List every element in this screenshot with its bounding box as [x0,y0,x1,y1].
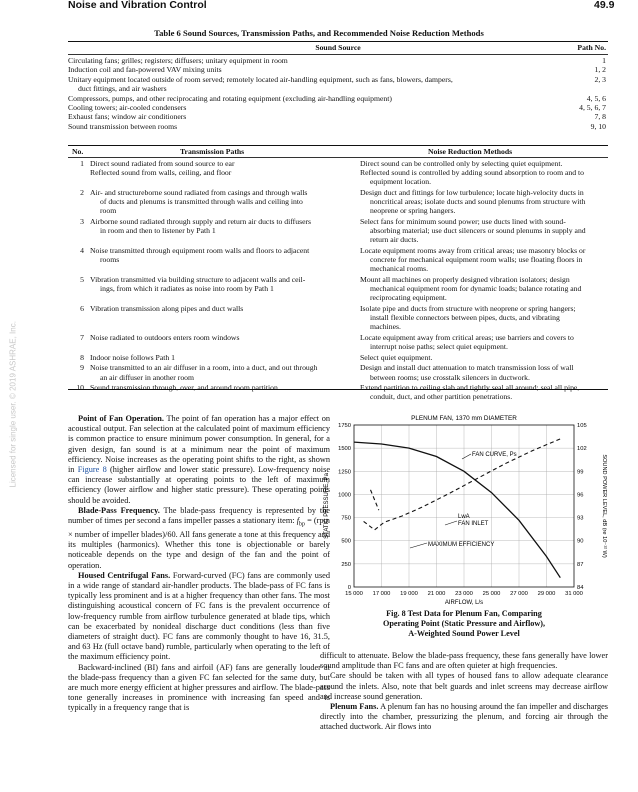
leader-line-fan-curve [462,454,471,459]
cell-transmission-path: Airborne sound radiated through supply and return air ducts to diffusers in room and then to listener by Path 1 [90,216,312,236]
fan-curve-ps-line [354,442,560,578]
table-header-row [68,43,608,52]
cell-transmission-path: Noise radiated to outdoors enters room windows [90,332,240,342]
paragraph-continued: difficult to attenuate. Below the blade-pass frequency, these fans generally have lower sound amplitude than FC fans and are often quieter at high frequencies. [320,651,608,671]
col-noise-reduction: Noise Reduction Methods [428,147,513,156]
cell-sound-source-cont: duct fittings, and air washers [78,84,167,94]
cell-path-number: 2 [80,187,84,197]
y-tick-label: 500 [341,538,351,545]
cell-path-no: 4, 5, 6, 7 [579,103,606,113]
y2-tick-label: 84 [577,585,584,591]
table-row [68,246,608,274]
paragraph-bi-af-fans: Backward-inclined (BI) fans and airfoil (AF) fans are generally louder at the blade-pass frequency than a given FC fan selected for the same duty, but are much more energy efficient at higher pressures and airflow. The blade-pass tone generally increases in prominence with increasing fan speed and is typically in a frequency range that is [68,662,330,713]
y2-tick-label: 93 [577,515,584,522]
y-tick-label: 0 [347,585,351,591]
cell-noise-reduction: Isolate pipe and ducts from structure with neoprene or spring hangers; install flexible connectors between pipes, ducts, and vibrating machines. [360,303,576,332]
col-sound-source: Sound Source [315,43,361,52]
table-row [68,65,608,74]
paragraph-housed-centrifugal-fans: Housed Centrifugal Fans. Forward-curved (FC) fans are commonly used in a wide range of standard air-handler products. The blade-pass of FC fans is typically less prominent and is at a higher frequency than other fans. The most distinguishing acoustical concern of FC fans is the prevalent occurrence of low-frequency rumble from airflow turbulence generated at blade tips, which can be exacerbated by nonideal discharge duct conditions (less than five diameters of straight duct). FC fans are commonly thought to have 16, 31.5, and 63 Hz (full octave band) rumble, particularly when operating to the left of the maximum efficiency point. [68,570,330,662]
cell-transmission-path: Indoor noise follows Path 1 [90,352,175,362]
annotation-fan-inlet: FAN INLET [458,521,489,527]
table-rule [68,389,608,390]
table-row [68,353,608,362]
figure-8 [320,412,608,611]
paragraph-blade-pass-frequency: Blade-Pass Frequency. The blade-pass frequency is represented by the number of times per second a fans impeller passes a stationary item: $f_{bp} = (rpm$ × number of impeller blades)/60. All fans generate a tone at this frequency and its multiples (harmonics). Whether this tone is objectionable or barely noticeable depends on the type and design of the fan and the point of operation. [68,505,330,570]
cell-sound-source: Exhaust fans; window air conditioners [68,112,187,122]
cell-sound-source: Induction coil and fan-powered VAV mixing units [68,65,222,75]
cell-path-number: 10 [76,383,84,393]
y2-tick-label: 96 [577,492,584,499]
y-tick-label: 1250 [338,469,351,476]
cell-sound-source: Compressors, pumps, and other reciprocating and rotating equipment (excluding air-handling equipment) [68,93,392,103]
cell-path-number: 7 [80,332,84,342]
cell-path-number: 5 [80,274,84,284]
x-tick-label: 27 000 [510,591,528,597]
paragraph-point-of-fan-operation: Point of Fan Operation. The point of fan operation has a major effect on acoustical output. Fan selection at the calculated point of maximum efficiency is common practice to ensure minimum power consumption. In general, for a given design, fan sound is at a minimum near the point of maximum efficiency. Noise increases as the operating point shifts to the right, as shown in Figure 8 (higher airflow and lower static pressure). Low-frequency noise can increase substantially at operating points to the left of maximum efficiency (lower airflow and higher static pressure). These operating points should be avoided. [68,414,330,505]
license-watermark: Licensed for single user. © 2019 ASHRAE, Inc. [8,321,18,488]
cell-noise-reduction: Design duct and fittings for low turbulence; locate high-velocity ducts in noncritical areas; isolate ducts and sound plenums from structure with neoprene or spring hangers. [360,187,586,216]
table-row [68,383,608,401]
chart-ticks [338,423,587,597]
cell-path-no: 7, 8 [594,112,606,122]
cell-path-number: 3 [80,216,84,226]
annotation-max-efficiency: MAXIMUM EFFICIENCY [428,542,495,548]
sound-source-table [68,43,608,52]
plenum-fan-chart [320,412,608,606]
running-title: Noise and Vibration Control [68,0,207,11]
cell-path-number: 6 [80,303,84,313]
leader-line-lwa [445,521,457,525]
right-text-column [320,651,608,733]
table-row [68,304,608,332]
cell-noise-reduction: Locate equipment rooms away from critical areas; use masonry blocks or concrete for mechanical equipment room walls; use floating floors in mechanical rooms. [360,245,586,274]
table-rule [68,54,608,55]
y2-axis-label: SOUND POWER LEVEL, dB (re 10⁻¹² W) [601,454,607,558]
cell-noise-reduction: Locate equipment away from critical areas; use barriers and covers to interrupt noise paths; select quiet equipment. [360,332,574,352]
col-path-no: Path No. [577,43,606,52]
cell-noise-reduction: Direct sound can be controlled only by selecting quiet equipment. Reflected sound is controlled by adding sound absorption to room and to equipment location. [360,159,584,187]
cell-transmission-path: Sound transmission through, over, and around room partition [90,383,278,393]
table-row [68,188,608,216]
cell-noise-reduction: Design and install duct attenuation to match transmission loss of wall between rooms; use crosstalk silencers in ductwork. [360,363,574,382]
cell-noise-reduction: Select fans for minimum sound power; use ducts lined with sound- absorbing material; use duct silencers or sound plenums in supply and return air ducts. [360,216,586,245]
x-tick-label: 25 000 [482,591,501,597]
cell-sound-source: Unitary equipment located outside of room served; remotely located air-handling equipment, such as fans, blowers, dampers, [68,74,453,84]
cell-sound-source: Cooling towers; air-cooled condensers [68,103,187,113]
table-rule [68,145,608,146]
sound-source-rows [68,56,608,131]
y-axis-label: STATIC PRESSURE, Pa [324,473,330,539]
cell-transmission-path: Noise transmitted to an air diffuser in a room, into a duct, and out through an air diffuser in another room [90,363,318,382]
cell-path-no: 1, 2 [594,65,606,75]
x-tick-label: 29 000 [537,591,556,597]
annotation-fan-curve: FAN CURVE, Ps [472,452,517,458]
col-transmission-paths: Transmission Paths [180,147,245,156]
table-row [68,94,608,103]
cell-noise-reduction: Extend partition to ceiling slab and tightly seal all around; seal all pipe, conduit, duct, and other partition penetrations. [360,383,580,402]
x-tick-label: 17 000 [372,591,391,597]
y-tick-label: 250 [341,561,351,568]
run-in-head: Plenum Fans. [330,702,379,712]
y2-tick-label: 102 [577,446,587,453]
table-row [68,56,608,65]
page-number: 49.9 [594,0,615,11]
col-no: No. [72,147,84,156]
chart-series [354,439,560,578]
table-row [68,275,608,303]
paragraph-plenum-fans: Plenum Fans. A plenum fan has no housing around the fan impeller and discharges directly into the chamber, pressurizing the plenum, and forcing air through the attached ductwork. Air flows into [320,702,609,732]
cell-path-no: 2, 3 [594,74,606,84]
table-row [68,363,608,381]
run-in-head: Blade-Pass Frequency. [78,505,160,515]
table-row [68,333,608,351]
y-tick-label: 750 [341,515,351,522]
y2-tick-label: 87 [577,561,584,568]
annotation-lwa: LwA [458,514,470,520]
figure-8-link[interactable]: Figure 8 [77,465,107,475]
cell-transmission-path: Air- and structureborne sound radiated from casings and through walls of ducts and plenums is transmitted through walls and ceiling into room [90,187,308,216]
x-tick-label: 21 000 [427,591,446,597]
cell-sound-source: Sound transmission between rooms [68,121,178,131]
y-tick-label: 1500 [338,446,351,453]
run-in-head: Point of Fan Operation. [78,414,164,423]
cell-path-number: 9 [80,363,84,373]
cell-path-no: 1 [602,56,606,65]
run-in-head: Housed Centrifugal Fans. [78,570,171,580]
cell-path-number: 4 [80,245,84,255]
y-tick-label: 1750 [338,423,351,429]
chart-grid [354,425,574,587]
cell-path-no: 9, 10 [590,121,606,131]
cell-noise-reduction: Select quiet equipment. [360,352,433,362]
page-header [0,0,638,12]
table-rule [68,157,608,158]
transmission-rows [68,159,608,403]
table-row [68,217,608,245]
table-row [68,122,608,131]
cell-path-number: 1 [80,159,84,168]
x-tick-label: 19 000 [400,591,418,597]
table-caption: Table 6 Sound Sources, Transmission Paths, and Recommended Noise Reduction Methods [154,28,484,38]
table-row [68,159,608,187]
table-row [68,112,608,121]
cell-noise-reduction: Mount all machines on properly designed vibration isolators; design mechanical equipment room for dynamic loads; balance rotating and reciprocating equipment. [360,274,582,303]
y-tick-label: 1000 [338,492,351,499]
figure-caption: Fig. 8 Test Data for Plenum Fan, Comparing Operating Point (Static Pressure and Airflow), A-Weighted Sound Power Level [382,609,546,639]
cell-transmission-path: Vibration transmission along pipes and duct walls [90,303,244,313]
cell-path-number: 8 [80,352,84,362]
cell-path-no: 4, 5, 6 [586,93,606,103]
table-row [68,103,608,112]
x-tick-label: 15 000 [345,591,363,597]
table-rule [68,41,608,42]
cell-transmission-path: Direct sound radiated from sound source to ear Reflected sound from walls, ceiling, and floor [90,159,235,178]
maximum-efficiency-line [371,490,379,510]
cell-transmission-path: Vibration transmitted via building structure to adjacent walls and ceil- ings, from which it radiates as noise into room by Path 1 [90,274,306,294]
cell-transmission-path: Noise transmitted through equipment room walls and floors to adjacent rooms [90,245,310,265]
cell-sound-source: Circulating fans; grilles; registers; diffusers; unitary equipment in room [68,56,288,65]
paragraph-inlet-clearance: Care should be taken with all types of housed fans to allow adequate clearance around the inlets. Also, note that belt guards and inlet screens may decrease airflow and increase sound generation. [320,671,608,701]
table-row [68,75,608,94]
leader-line-max-eff [410,543,427,548]
left-text-column [68,414,330,714]
x-tick-label: 23 000 [455,591,473,597]
x-axis-label: AIRFLOW, L/s [444,600,484,606]
y2-tick-label: 105 [577,423,587,429]
chart-title: PLENUM FAN, 1370 mm DIAMETER [411,415,517,422]
y2-tick-label: 99 [577,469,584,476]
x-tick-label: 31 000 [565,591,583,597]
y2-tick-label: 90 [577,538,584,545]
